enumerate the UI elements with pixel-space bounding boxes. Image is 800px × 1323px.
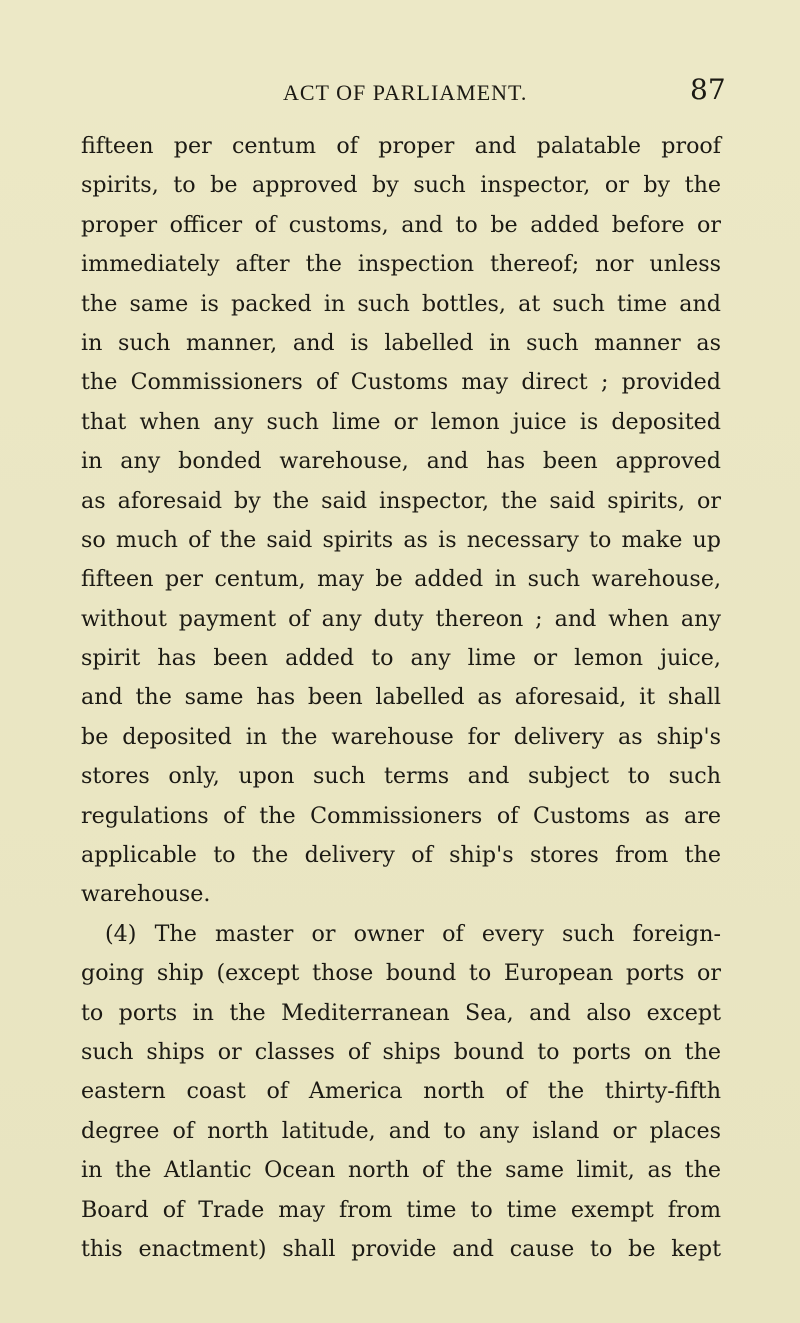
text-line: fifteen per centum, may be added in such warehouse, (81, 566, 721, 593)
text-line: be deposited in the warehouse for delivery as ship's (81, 723, 721, 750)
text-line: so much of the said spirits as is necessary to make up (81, 526, 721, 553)
page-number: 87 (690, 73, 726, 106)
text-line: the same is packed in such bottles, at such time and (81, 290, 721, 317)
text-line-paragraph-start: (4) The master or owner of every such foreign- (105, 920, 721, 947)
text-line: degree of north latitude, and to any island or places (81, 1117, 721, 1144)
text-line: applicable to the delivery of ship's stores from the (81, 842, 721, 869)
text-line: stores only, upon such terms and subject to such (81, 763, 721, 790)
text-line: immediately after the inspection thereof; nor unless (81, 251, 721, 278)
text-line: as aforesaid by the said inspector, the said spirits, or (81, 487, 721, 514)
text-line: the Commissioners of Customs may direct ; provided (81, 369, 721, 396)
text-line: such ships or classes of ships bound to ports on the (81, 1038, 721, 1065)
text-line: to ports in the Mediterranean Sea, and also except (81, 999, 721, 1026)
text-line: Board of Trade may from time to time exempt from (81, 1196, 721, 1223)
text-line: going ship (except those bound to European ports or (81, 960, 721, 987)
text-line: without payment of any duty thereon ; and when any (81, 605, 721, 632)
text-line-paragraph-end: warehouse. (81, 881, 211, 908)
running-head: ACT OF PARLIAMENT. (283, 80, 528, 105)
text-line: eastern coast of America north of the thirty-fifth (81, 1078, 721, 1105)
text-line: spirit has been added to any lime or lemon juice, (81, 645, 721, 672)
text-line: in any bonded warehouse, and has been approved (81, 448, 721, 475)
text-line: this enactment) shall provide and cause to be kept (81, 1235, 721, 1262)
text-line: and the same has been labelled as aforesaid, it shall (81, 684, 721, 711)
text-line: spirits, to be approved by such inspector, or by the (81, 172, 721, 199)
text-line: proper officer of customs, and to be added before or (81, 211, 721, 238)
text-line: in the Atlantic Ocean north of the same limit, as the (81, 1157, 721, 1184)
body-text (81, 127, 721, 1269)
text-line: that when any such lime or lemon juice is deposited (81, 408, 721, 435)
text-line: regulations of the Commissioners of Customs as are (81, 802, 721, 829)
text-line: in such manner, and is labelled in such manner as (81, 329, 721, 356)
text-line: fifteen per centum of proper and palatable proof (81, 133, 721, 159)
